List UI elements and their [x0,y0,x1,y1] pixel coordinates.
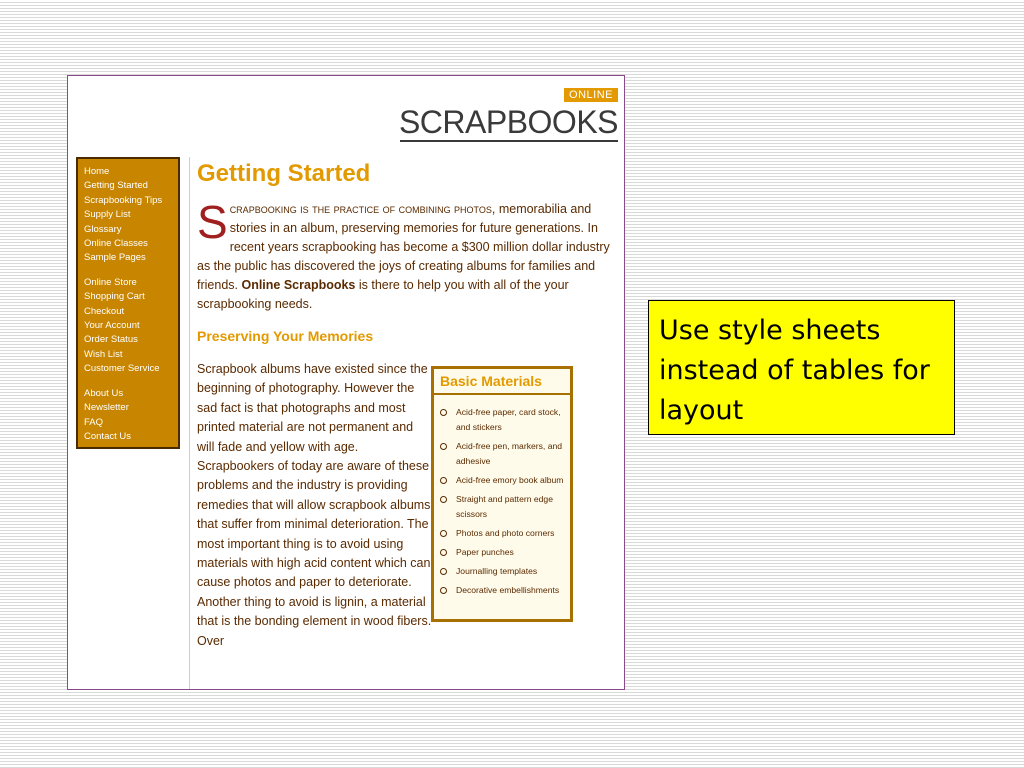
page-title: Getting Started [197,160,371,187]
nav-item-about-us[interactable]: About Us [84,387,124,399]
list-item [440,564,566,579]
logo-wordmark: SCRAPBOOKS [398,104,618,140]
bullet-circle-icon [440,409,447,416]
list-item-text: Decorative embellishments [456,585,560,595]
bullet-circle-icon [440,568,447,575]
scrapbooks-logo [398,88,618,148]
list-item [440,492,566,522]
list-item-text: Paper punches [456,547,514,557]
nav-item-getting-started[interactable]: Getting Started [84,180,148,192]
nav-item-faq[interactable]: FAQ [84,416,104,428]
callout-text: Use style sheets instead of tables for layout [659,315,930,426]
list-item-text: Straight and pattern edge scissors [456,494,553,519]
nav-item-contact-us[interactable]: Contact Us [84,430,131,442]
section-paragraph-narrow [197,360,433,651]
list-item-text: Acid-free pen, markers, and adhesive [456,441,563,466]
nav-item-newsletter[interactable]: Newsletter [84,402,129,414]
intro-text-2: is there to help you with all of the your scrapbooking needs. [197,278,569,311]
basic-materials-box [431,366,573,622]
list-item [440,405,566,435]
list-item-text: Acid-free emory book album [456,475,564,485]
intro-dropcap: S [197,196,228,248]
list-item-text: Photos and photo corners [456,528,555,538]
intro-text-1: memorabilia and stories in an album, preserving memories for future generations. In recent years scrapbooking has become a $300 million dollar industry as the public has discovered the joys of creating albums for families and friends. [197,202,610,292]
nav-item-online-store[interactable]: Online Store [84,276,137,288]
nav-item-your-account[interactable]: Your Account [84,320,140,332]
nav-item-home[interactable]: Home [84,166,110,177]
nav-item-wish-list[interactable]: Wish List [84,348,123,360]
bullet-circle-icon [440,477,447,484]
section-paragraph: Scrapbook albums have existed since the beginning of photography. However the sad fact is that photographs and most printed material are not permanent and will fade and yellow with age. Scrapbookers of today are aware of these problems and the industry is providing remedies that will allow scrapbook albums that suffer from minimal deterioration. The most important thing is to avoid using materials with high acid content which can cause photos and paper to deteriorate. Another thing to avoid is lignin, a material that is the bonding element in wood fibers. Over [197,362,432,648]
nav-item-customer-service[interactable]: Customer Service [84,363,160,375]
nav-item-sample-pages[interactable]: Sample Pages [84,252,146,264]
content-divider [189,157,190,690]
nav-group-store [84,276,172,377]
sidebar-nav [76,157,180,449]
list-item [440,545,566,560]
list-item [440,439,566,469]
nav-item-checkout[interactable]: Checkout [84,305,125,317]
list-item-text: Acid-free paper, card stock, and stickers [456,407,561,432]
list-item [440,526,566,541]
bullet-circle-icon [440,549,447,556]
nav-item-shopping-cart[interactable]: Shopping Cart [84,291,145,303]
intro-bold-brand: Online Scrapbooks [241,278,356,292]
nav-group-main [84,165,172,266]
materials-list [434,405,570,598]
intro-paragraph [197,196,617,314]
materials-divider [434,393,570,395]
intro-smallcaps: crapbooking is the practice of combining photos, [229,202,496,216]
logo-online-badge: ONLINE [564,88,618,102]
list-item-text: Journalling templates [456,566,538,576]
nav-item-online-classes[interactable]: Online Classes [84,238,148,250]
callout-box [648,300,955,435]
list-item [440,583,566,598]
bullet-circle-icon [440,443,447,450]
nav-item-order-status[interactable]: Order Status [84,334,138,346]
list-item [440,473,566,488]
nav-item-glossary[interactable]: Glossary [84,223,122,235]
nav-item-supply-list[interactable]: Supply List [84,209,131,221]
bullet-circle-icon [440,496,447,503]
logo-underline [400,140,618,142]
nav-group-info [84,387,172,445]
scrapbooks-page-screenshot [67,75,625,690]
materials-title: Basic Materials [440,373,542,389]
bullet-circle-icon [440,530,447,537]
nav-item-scrapbooking-tips[interactable]: Scrapbooking Tips [84,194,163,206]
bullet-circle-icon [440,587,447,594]
section-title: Preserving Your Memories [197,328,374,344]
